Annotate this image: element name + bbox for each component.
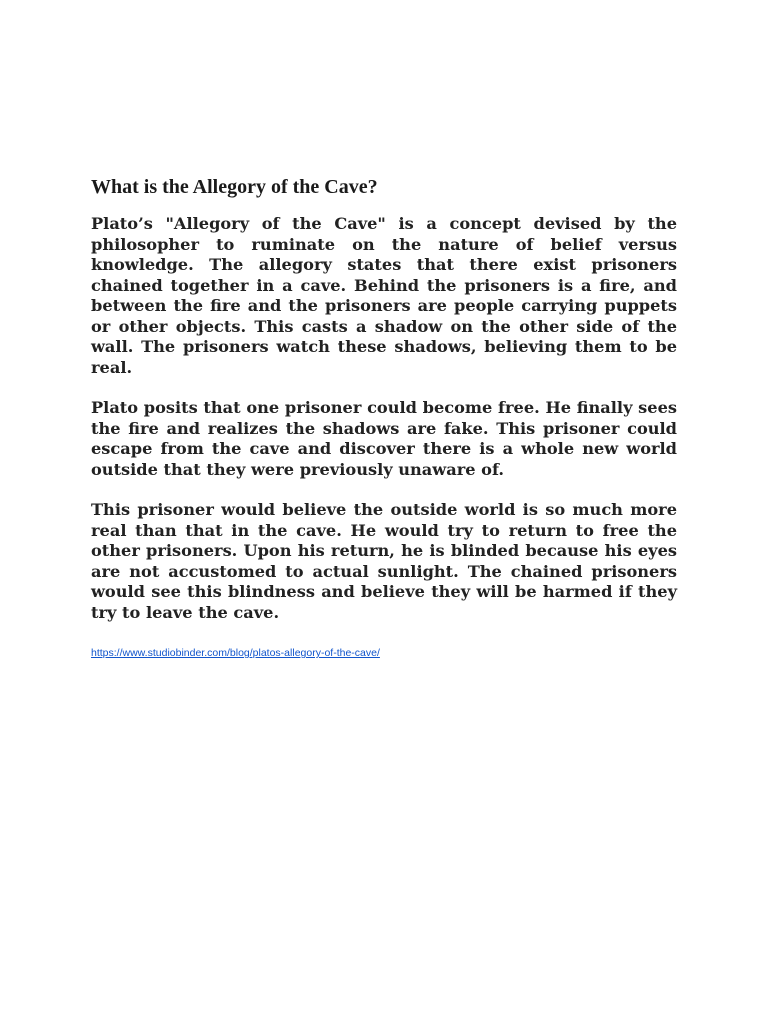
paragraph-intro: Plato’s "Allegory of the Cave" is a concept devised by the philosopher to ruminate on the nature of belief versus knowledge. The allegory states that there exist prisoners chained together in a cave. Behind the prisoners is a fire, and between the fire and the prisoners are people carrying puppets or other objects. This casts a shadow on the other side of the wall. The prisoners watch these shadows, believing them to be real. [91,214,677,377]
paragraph-free-prisoner: Plato posits that one prisoner could become free. He finally sees the fire and realizes the shadows are fake. This prisoner could escape from the cave and discover there is a whole new world outside that they were previously unaware of. [91,398,677,479]
document-body [91,174,677,661]
source-link[interactable]: https://www.studiobinder.com/blog/platos-allegory-of-the-cave/ [91,647,380,659]
document-title: What is the Allegory of the Cave? [91,176,378,198]
paragraph-return: This prisoner would believe the outside world is so much more real than that in the cave. He would try to return to free the other prisoners. Upon his return, he is blinded because his eyes are not accustomed to actual sunlight. The chained prisoners would see this blindness and believe they will be harmed if they try to leave the cave. [91,500,677,622]
